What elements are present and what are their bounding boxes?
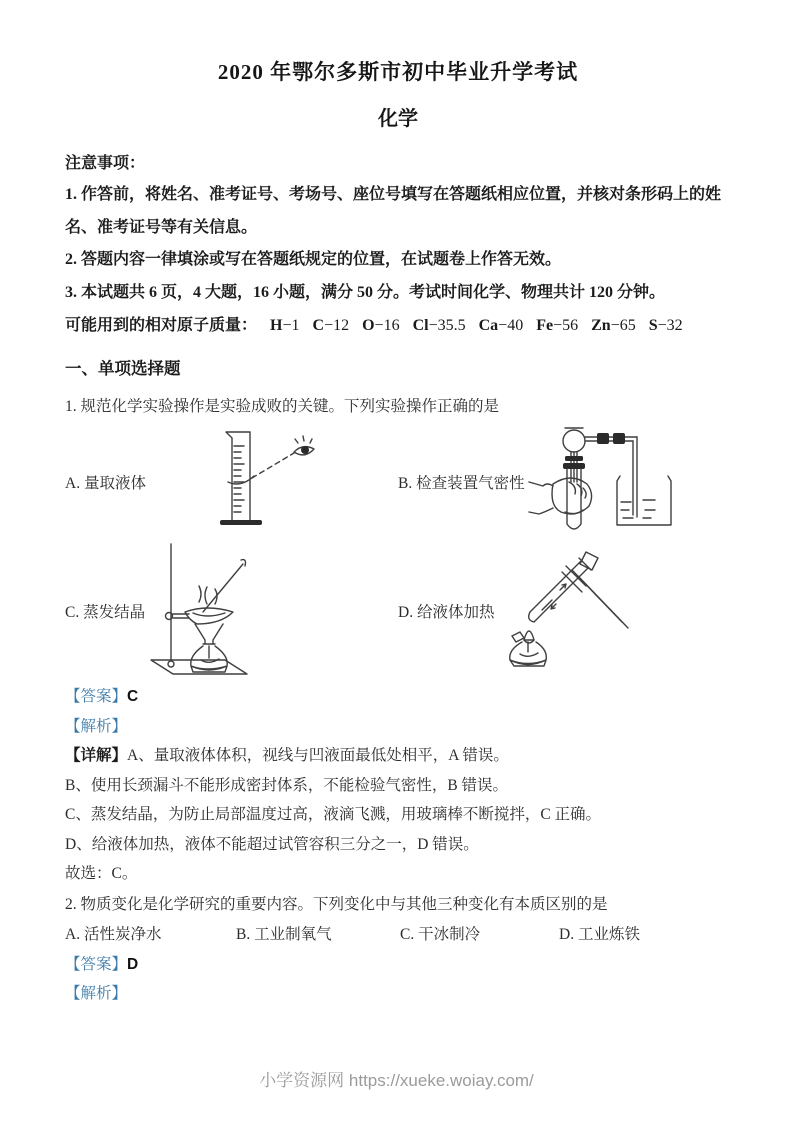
atomic-mass-item: O−16 [362, 317, 400, 334]
site-watermark: 小学资源网 https://xueke.woiay.com/ [259, 1071, 534, 1090]
analysis-line [65, 712, 731, 742]
measuring-cylinder-with-eye-icon [146, 426, 324, 538]
notice-heading: 注意事项： [65, 155, 146, 172]
option-d-label: D. 给液体加热 [398, 604, 495, 621]
answer-marker: 【答案】 [65, 688, 128, 705]
answer-line [65, 682, 731, 712]
answer-line [65, 950, 731, 980]
atomic-mass-label: 可能用到的相对原子质量： [65, 317, 258, 334]
notice-section [65, 149, 731, 309]
detail-marker: 【详解】 [65, 747, 128, 764]
question-2-text: 2. 物质变化是化学研究的重要内容。下列变化中与其他三种变化有本质区别的是 [65, 895, 608, 913]
atomic-mass-item: Fe−56 [536, 317, 579, 334]
question-1-text: 1. 规范化学实验操作是实验成败的关键。下列实验操作正确的是 [65, 398, 500, 415]
question-2-answer-block [65, 950, 731, 1009]
answer-value: C [127, 688, 139, 705]
detail-line: C、蒸发结晶，为防止局部温度过高，液滴飞溅，用玻璃棒不断搅拌，C 正确。 [65, 806, 602, 823]
answer-value: D [127, 955, 139, 973]
evaporation-setup-icon [145, 540, 263, 682]
question-1-figure-grid [65, 424, 731, 682]
detail-conclusion: 故选：C。 [65, 865, 138, 882]
option-c-label: C. 蒸发结晶 [65, 604, 146, 621]
atomic-mass-item: Zn−65 [591, 317, 636, 334]
page-subject: 化学 [378, 108, 418, 130]
answer-marker: 【答案】 [65, 955, 128, 973]
atomic-mass-item: C−12 [312, 317, 350, 334]
option-a: A. 活性炭净水 [65, 925, 162, 943]
atomic-mass-line [65, 309, 731, 342]
air-tightness-apparatus-icon [525, 424, 677, 540]
detail-line: 【详解】A、量取液体体积，视线与凹液面最低处相平，A 错误。 [65, 747, 509, 764]
heating-test-tube-icon [494, 548, 632, 674]
option-a-label: A. 量取液体 [65, 475, 146, 492]
atomic-mass-item: S−32 [648, 317, 683, 334]
option-b: B. 工业制氧气 [236, 925, 332, 943]
atomic-mass-item: Ca−40 [478, 317, 524, 334]
option-a-cell [65, 424, 398, 540]
atomic-mass-item: H−1 [270, 317, 300, 334]
detail-line: B、使用长颈漏斗不能形成密封体系，不能检验气密性，B 错误。 [65, 776, 509, 794]
analysis-line [65, 979, 731, 1009]
option-c: C. 干冰制冷 [400, 925, 481, 943]
detail-line: D、给液体加热，液体不能超过试管容积三分之一，D 错误。 [65, 835, 479, 853]
notice-item: 2. 答题内容一律填涂或写在答题纸规定的位置，在试题卷上作答无效。 [65, 251, 562, 268]
notice-item: 3. 本试题共 6 页，4 大题，16 小题，满分 50 分。考试时间化学、物理共计 120 分钟。 [65, 283, 666, 301]
option-c-cell [65, 540, 398, 682]
page-title: 2020 年鄂尔多斯市初中毕业升学考试 [217, 60, 579, 84]
question-2-options [65, 920, 731, 950]
option-d: D. 工业炼铁 [559, 925, 640, 943]
analysis-marker: 【解析】 [65, 717, 128, 735]
option-b-label: B. 检查装置气密性 [398, 475, 525, 492]
option-d-cell [398, 540, 731, 682]
option-b-cell [398, 424, 731, 540]
analysis-marker: 【解析】 [65, 985, 128, 1002]
question-1-answer-block [65, 682, 731, 889]
notice-item: 1. 作答前，将姓名、准考证号、考场号、座位号填写在答题纸相应位置，并核对条形码上的姓名、准考证号等有关信息。 [65, 186, 722, 236]
section-heading: 一、单项选择题 [65, 359, 181, 378]
atomic-mass-item: Cl−35.5 [412, 317, 466, 334]
